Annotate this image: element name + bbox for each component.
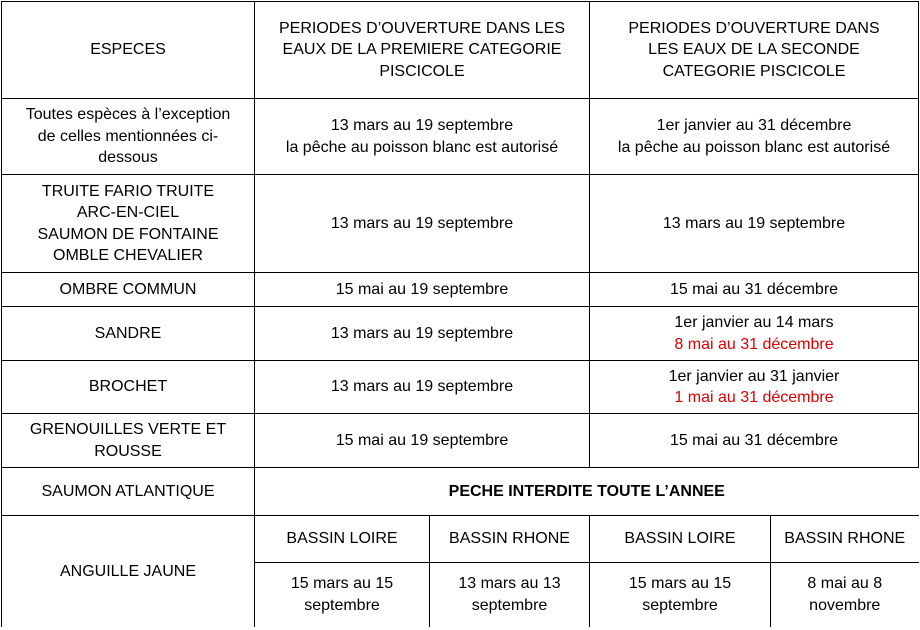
period-line: 1er janvier au 31 janvier (668, 367, 840, 385)
species-cell: OMBRE COMMUN (2, 273, 255, 307)
first-category-period: 15 mai au 19 septembre (255, 273, 590, 307)
table-row (2, 99, 919, 175)
species-cell: SAUMON ATLANTIQUE (2, 468, 255, 516)
basin-header: BASSIN RHONE (771, 516, 919, 563)
first-category-period: 13 mars au 19 septembre la pêche au poisson blanc est autorisé (255, 99, 590, 175)
second-category-period: 15 mai au 31 décembre (590, 414, 919, 468)
second-category-period (590, 361, 919, 414)
fishing-periods-table (1, 1, 919, 627)
basin-period: 15 mars au 15 septembre (255, 563, 430, 627)
species-cell: GRENOUILLES VERTE ET ROUSSE (2, 414, 255, 468)
basin-header: BASSIN RHONE (430, 516, 590, 563)
species-cell: TRUITE FARIO TRUITE ARC-EN-CIEL SAUMON DE FONTAINE OMBLE CHEVALIER (2, 175, 255, 273)
species-cell: BROCHET (2, 361, 255, 414)
species-cell: ANGUILLE JAUNE (2, 516, 255, 627)
table-row (2, 414, 919, 468)
header-row (2, 2, 919, 99)
table-row (2, 468, 919, 516)
table-row (2, 516, 919, 563)
table-row (2, 361, 919, 414)
header-second-category: PERIODES D’OUVERTURE DANS LES EAUX DE LA SECONDE CATEGORIE PISCICOLE (590, 2, 919, 99)
second-category-period: 13 mars au 19 septembre (590, 175, 919, 273)
first-category-period: 13 mars au 19 septembre (255, 175, 590, 273)
header-first-category: PERIODES D’OUVERTURE DANS LES EAUX DE LA PREMIERE CATEGORIE PISCICOLE (255, 2, 590, 99)
basin-header: BASSIN LOIRE (255, 516, 430, 563)
period-line: 1er janvier au 14 mars (674, 314, 834, 331)
species-cell: Toutes espèces à l’exception de celles mentionnées ci- dessous (2, 99, 255, 175)
period-line-highlighted: 8 mai au 31 décembre (674, 335, 834, 353)
header-species: ESPECES (2, 2, 255, 99)
table-row (2, 175, 919, 273)
period-line-highlighted: 1 mai au 31 décembre (674, 389, 834, 406)
basin-period: 8 mai au 8 novembre (771, 563, 919, 627)
first-category-period: 15 mai au 19 septembre (255, 414, 590, 468)
fishing-ban-notice: PECHE INTERDITE TOUTE L’ANNEE (255, 468, 919, 516)
second-category-period: 15 mai au 31 décembre (590, 273, 919, 307)
table-row (2, 307, 919, 361)
basin-period: 13 mars au 13 septembre (430, 563, 590, 627)
basin-period: 15 mars au 15 septembre (590, 563, 771, 627)
second-category-period (590, 307, 919, 361)
basin-header: BASSIN LOIRE (590, 516, 771, 563)
first-category-period: 13 mars au 19 septembre (255, 361, 590, 414)
second-category-period: 1er janvier au 31 décembre la pêche au poisson blanc est autorisé (590, 99, 919, 175)
species-cell: SANDRE (2, 307, 255, 361)
table-row (2, 273, 919, 307)
first-category-period: 13 mars au 19 septembre (255, 307, 590, 361)
